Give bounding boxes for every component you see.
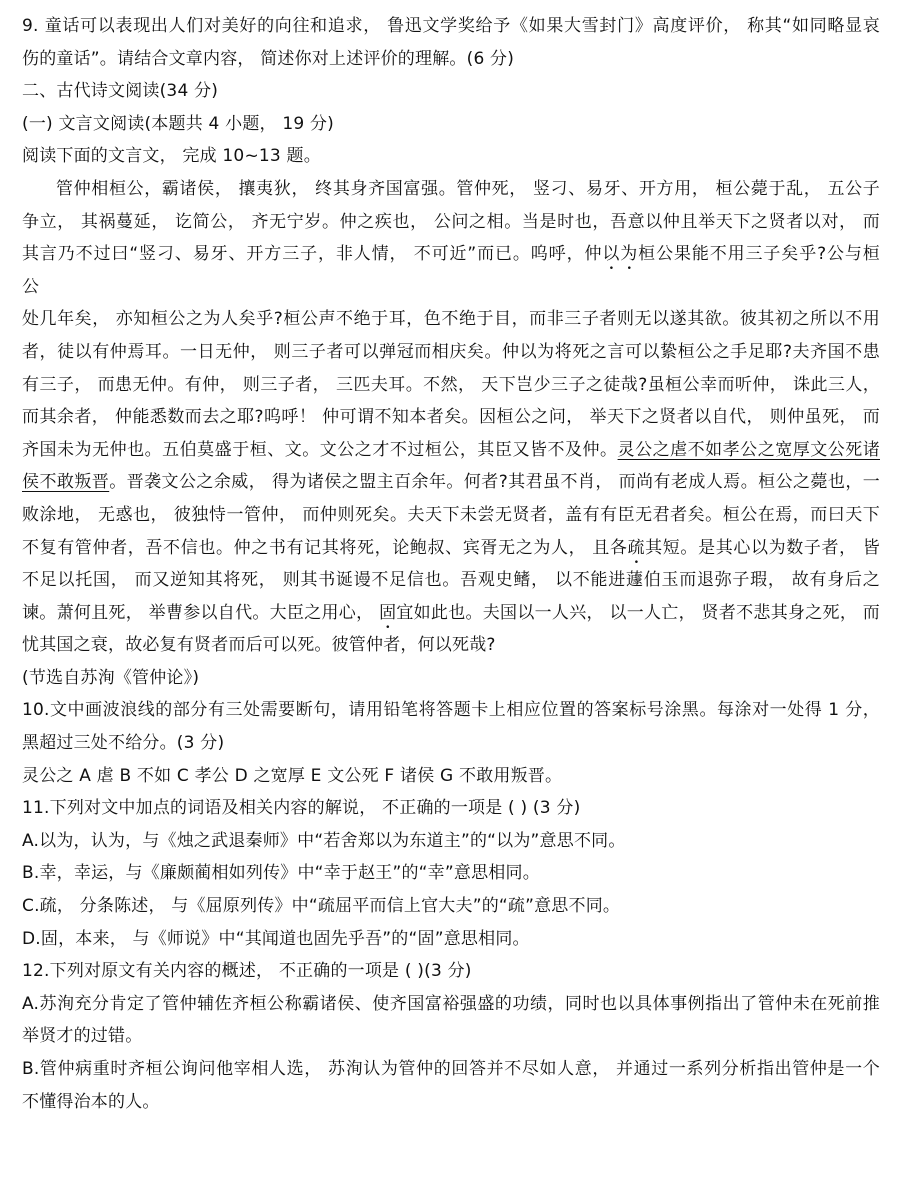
q10-options: 灵公之 A 虐 B 不如 C 孝公 D 之宽厚 E 文公死 F 诸侯 G 不敢用叛晋。 [22,765,563,786]
wavy-underlined-text: 灵公之虐不如孝公之宽厚文公死诸 [617,439,880,460]
passage-line-6: 者，徒以有仲焉耳。一日无仲， 则三子者可以弹冠而相庆矣。仲以为将死之言可以絷桓公之手足耶?夫齐国不患 [22,341,880,362]
dotted-word-yiwei: 以为 [602,244,639,265]
q12-stem: 12.下列对原文有关内容的概述， 不正确的一项是 ( )(3 分) [22,961,472,982]
passage-line-7: 有三子， 而患无仲。有仲， 则三子者， 三匹夫耳。不然， 天下岂少三子之徒哉?虽桓公幸而听仲， 诛此三人， [22,374,880,395]
wavy-underlined-text: 侯不敢叛晋 [22,472,110,493]
passage-line-14 [22,597,880,630]
q11-option-d: D.固，本来， 与《师说》中“其闻道也固先乎吾”的“固”意思相同。 [22,928,530,949]
passage-line-1: 管仲相桓公，霸诸侯， 攘夷狄， 终其身齐国富强。管仲死， 竖刁、易牙、开方用， 桓公薨于乱， 五公子 [56,178,880,199]
q9-line-2: 伤的童话”。请结合文章内容， 简述你对上述评价的理解。(6 分) [22,48,515,69]
passage-line-3 [22,238,880,271]
reading-instruction: 阅读下面的文言文， 完成 10~13 题。 [22,146,321,167]
passage-text: 谏。萧何且死， 举曹参以自代。大臣之用心， [22,602,380,623]
q11-option-b: B.幸，幸运，与《廉颇蔺相如列传》中“幸于赵王”的“幸”意思相同。 [22,863,540,884]
q12-option-a-line-1: A.苏洵充分肯定了管仲辅佐齐桓公称霸诸侯、使齐国富裕强盛的功绩，同时也以具体事例指出了管仲未在死前推 [22,993,880,1014]
passage-line-12 [22,532,880,565]
passage-line-11: 败涂地， 无惑也， 彼独恃一管仲， 而仲则死矣。夫天下未尝无贤者，盖有有臣无君者矣。桓公在焉，而曰天下 [22,504,880,525]
q11-option-c: C.疏， 分条陈述， 与《屈原列传》中“疏屈平而信上官大夫”的“疏”意思不同。 [22,896,621,917]
passage-line-15: 忧其国之衰，故必复有贤者而后可以死。彼管仲者，何以死哉? [22,635,496,656]
passage-line-9 [22,434,880,467]
passage-text: 其短。是其心以为数子者， 皆 [645,537,880,558]
passage-line-13: 不足以托国， 而又逆知其将死， 则其书诞谩不足信也。吾观史鳍， 以不能进蘧伯玉而退弥子瑕， 故有身后之 [22,570,880,591]
passage-text: 不复有管仲者，吾不信也。仲之书有记其将死，论鲍叔、宾胥无之为人， 且各 [22,537,628,558]
passage-text: 其言乃不过曰“竖刁、易牙、开方三子，非人情， 不可近”而已。呜呼，仲 [22,244,603,265]
q12-option-b-line-1: B.管仲病重时齐桓公询问他宰相人选， 苏洵认为管仲的回答并不尽如人意， 并通过一系列分析指出管仲是一个 [22,1059,880,1079]
passage-line-2: 争立， 其祸蔓延， 讫简公， 齐无宁岁。仲之疾也， 公问之相。当是时也，吾意以仲且举天下之贤者以对， 而 [22,211,880,232]
sub-heading: (一) 文言文阅读(本题共 4 小题， 19 分) [22,113,334,134]
q12-option-b-line-2: 不懂得治本的人。 [22,1091,160,1112]
q11-stem: 11.下列对文中加点的词语及相关内容的解说， 不正确的一项是 ( ) (3 分) [22,798,581,819]
q10-line-1: 10.文中画波浪线的部分有三处需要断句，请用铅笔将答题卡上相应位置的答案标号涂黑。每涂对一处得 1 分， [22,700,880,721]
passage-line-5: 处几年矣， 亦知桓公之为人矣乎?桓公声不绝于耳，色不绝于目，而非三子者则无以遂其欲。彼其初之所以不用 [22,309,880,330]
passage-source: (节选自苏洵《管仲论》) [22,667,200,688]
passage-line-4: 公 [22,276,40,297]
passage-text: 齐国未为无仲也。五伯莫盛于桓、文。文公之才不过桓公，其臣又皆不及仲。 [22,439,618,460]
passage-text: 宜如此也。夫国以一人兴， 以一人亡， 贤者不悲其身之死， 而 [396,602,880,623]
passage-line-8: 而其余者， 仲能悉数而去之耶?呜呼！ 仲可谓不知本者矣。因桓公之问， 举天下之贤者以自代， 则仲虽死， 而 [22,407,880,428]
passage-text: 。晋袭文公之余威， 得为诸侯之盟主百余年。何者?其君虽不肖， 而尚有老成人焉。桓公之薨也，一 [109,472,880,493]
section-heading: 二、古代诗文阅读(34 分) [22,81,219,102]
dotted-word-gu: 固 [379,602,397,623]
q9-line-1: 9. 童话可以表现出人们对美好的向往和追求， 鲁迅文学奖给予《如果大雪封门》高度评价， 称其“如同略显哀 [22,16,880,36]
q12-option-a-line-2: 举贤才的过错。 [22,1026,143,1047]
q10-line-2: 黑超过三处不给分。(3 分) [22,733,225,754]
dotted-word-shu: 疏 [627,537,646,558]
q11-option-a: A.以为，认为，与《烛之武退秦师》中“若舍郑以为东道主”的“以为”意思不同。 [22,830,626,851]
passage-text: 桓公果能不用三子矣乎?公与桓 [638,244,880,265]
passage-line-10 [22,466,880,499]
exam-page [22,10,880,1118]
